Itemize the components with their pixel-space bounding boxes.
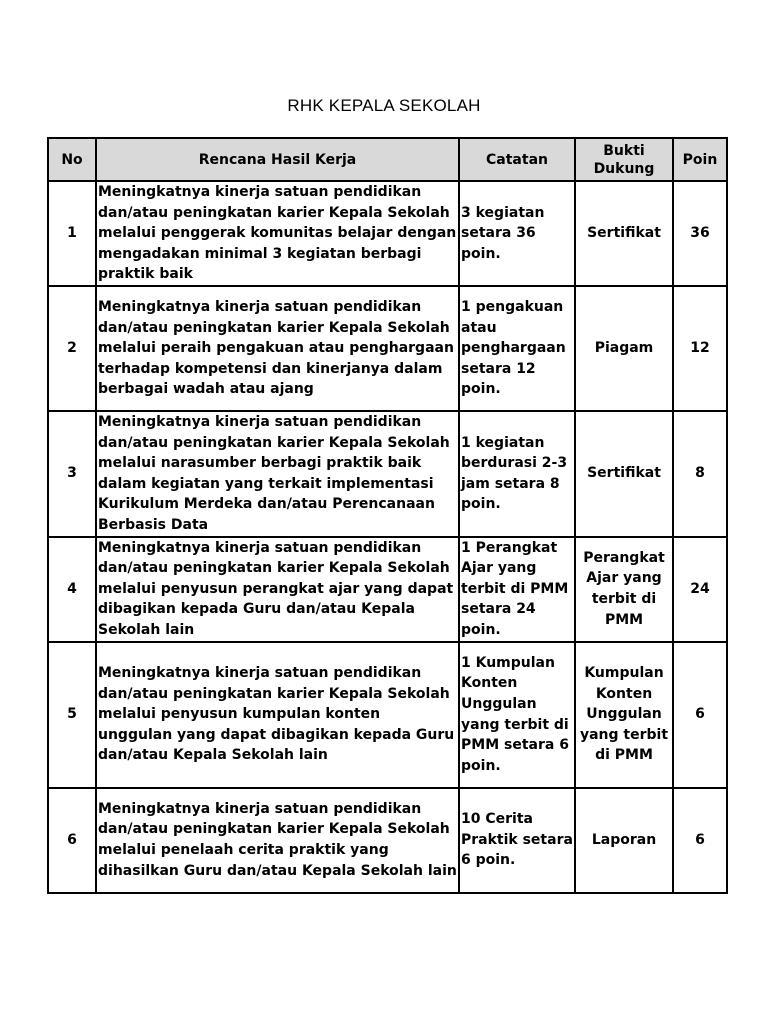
table-header-row (48, 138, 727, 181)
row-note: 1 kegiatan berdurasi 2-3 jam setara 8 poin. (459, 411, 575, 537)
header-no: No (48, 138, 96, 181)
row-proof: Sertifikat (575, 411, 673, 537)
row-point: 36 (673, 181, 727, 286)
row-number: 2 (48, 286, 96, 411)
table-row (48, 642, 727, 788)
table-row (48, 411, 727, 537)
row-plan: Meningkatnya kinerja satuan pendidikan dan/atau peningkatan karier Kepala Sekolah melalui penyusun perangkat ajar yang dapat dibagikan kepada Guru dan/atau Kepala Sekolah lain (96, 537, 459, 642)
header-proof: Bukti Dukung (575, 138, 673, 181)
row-plan: Meningkatnya kinerja satuan pendidikan dan/atau peningkatan karier Kepala Sekolah melalui penyusun kumpulan konten unggulan yang dapat dibagikan kepada Guru dan/atau Kepala Sekolah lain (96, 642, 459, 788)
row-point: 8 (673, 411, 727, 537)
rhk-table (47, 137, 728, 894)
row-number: 1 (48, 181, 96, 286)
row-number: 4 (48, 537, 96, 642)
row-note: 10 Cerita Praktik setara 6 poin. (459, 788, 575, 893)
row-proof: Kumpulan Konten Unggulan yang terbit di PMM (575, 642, 673, 788)
row-plan: Meningkatnya kinerja satuan pendidikan dan/atau peningkatan karier Kepala Sekolah melalui peraih pengakuan atau penghargaan terhadap kompetensi dan kinerjanya dalam berbagai wadah atau ajang (96, 286, 459, 411)
row-note: 1 Kumpulan Konten Unggulan yang terbit di PMM setara 6 poin. (459, 642, 575, 788)
row-note: 1 Perangkat Ajar yang terbit di PMM setara 24 poin. (459, 537, 575, 642)
row-proof: Sertifikat (575, 181, 673, 286)
row-proof: Perangkat Ajar yang terbit di PMM (575, 537, 673, 642)
row-proof: Laporan (575, 788, 673, 893)
row-number: 5 (48, 642, 96, 788)
row-note: 1 pengakuan atau penghargaan setara 12 poin. (459, 286, 575, 411)
row-point: 6 (673, 642, 727, 788)
header-note: Catatan (459, 138, 575, 181)
page-title: RHK KEPALA SEKOLAH (287, 96, 481, 115)
table-row (48, 181, 727, 286)
row-plan: Meningkatnya kinerja satuan pendidikan dan/atau peningkatan karier Kepala Sekolah melalui narasumber berbagi praktik baik dalam kegiatan yang terkait implementasi Kurikulum Merdeka dan/atau Perencanaan Berbasis Data (96, 411, 459, 537)
row-point: 12 (673, 286, 727, 411)
row-point: 6 (673, 788, 727, 893)
table-row (48, 788, 727, 893)
row-proof: Piagam (575, 286, 673, 411)
row-note: 3 kegiatan setara 36 poin. (459, 181, 575, 286)
header-point: Poin (673, 138, 727, 181)
row-point: 24 (673, 537, 727, 642)
row-plan: Meningkatnya kinerja satuan pendidikan dan/atau peningkatan karier Kepala Sekolah melalui penggerak komunitas belajar dengan mengadakan minimal 3 kegiatan berbagi praktik baik (96, 181, 459, 286)
row-number: 3 (48, 411, 96, 537)
row-plan: Meningkatnya kinerja satuan pendidikan dan/atau peningkatan karier Kepala Sekolah melalui penelaah cerita praktik yang dihasilkan Guru dan/atau Kepala Sekolah lain (96, 788, 459, 893)
table-row (48, 286, 727, 411)
table-row (48, 537, 727, 642)
row-number: 6 (48, 788, 96, 893)
header-plan: Rencana Hasil Kerja (96, 138, 459, 181)
